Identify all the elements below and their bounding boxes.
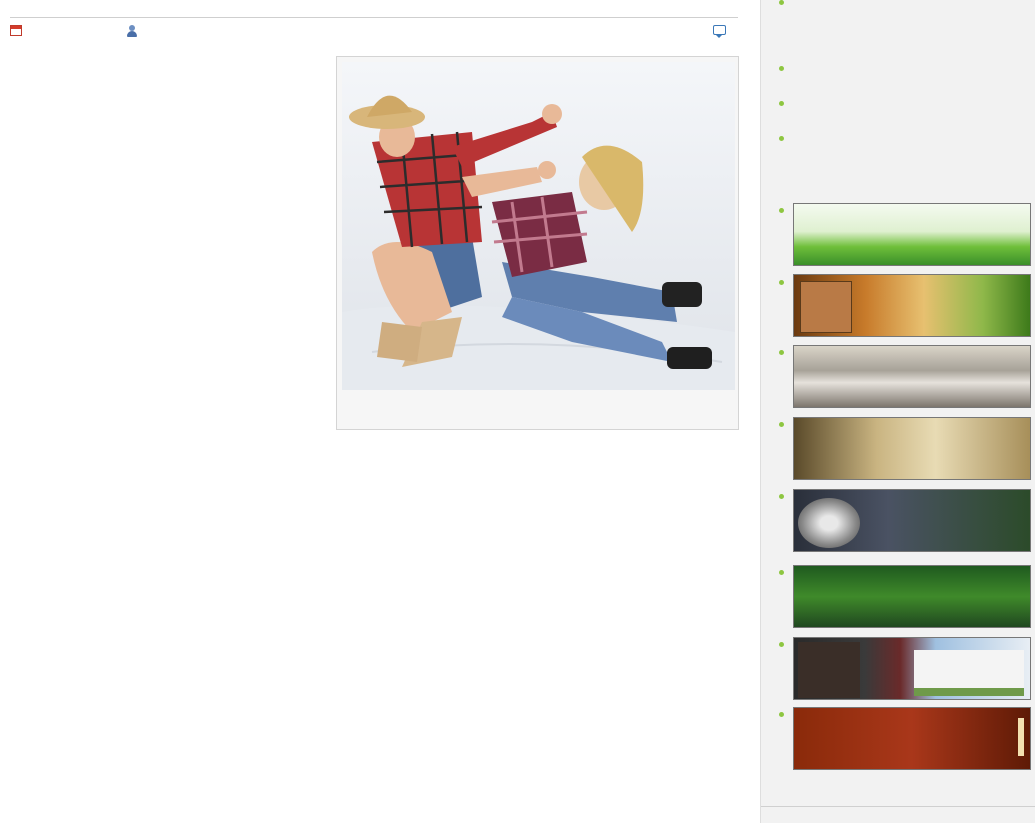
- banner-memory[interactable]: [793, 637, 1031, 700]
- comment-bubble-icon: [713, 25, 726, 35]
- calendar-icon: [10, 25, 22, 36]
- list-bullet: [779, 101, 784, 106]
- post-author: [126, 25, 144, 37]
- user-icon: [126, 25, 138, 37]
- list-bullet: [779, 350, 784, 355]
- list-bullet: [779, 0, 784, 5]
- list-bullet: [779, 208, 784, 213]
- list-bullet: [779, 642, 784, 647]
- banner-sphere-image: [798, 498, 860, 548]
- banner-no-hypocrisy[interactable]: [793, 274, 1031, 337]
- banner-face-image: [800, 281, 852, 333]
- list-bullet: [779, 422, 784, 427]
- post-photo[interactable]: [342, 62, 735, 390]
- banner-israel[interactable]: [793, 565, 1031, 628]
- figure-skating-photo: [342, 62, 735, 390]
- post-meta: [10, 23, 736, 41]
- list-bullet: [779, 66, 784, 71]
- list-bullet: [779, 136, 784, 141]
- banner-building-image: [914, 650, 1024, 696]
- banner-society[interactable]: [793, 345, 1031, 408]
- title-divider: [10, 17, 738, 18]
- comments-link-wrap[interactable]: [713, 25, 732, 35]
- list-bullet: [779, 280, 784, 285]
- post-figure: [336, 56, 739, 430]
- candle-icon: [1018, 718, 1024, 756]
- banner-gora[interactable]: [793, 417, 1031, 480]
- post-date: [10, 25, 28, 36]
- banner-territory-freedom[interactable]: [793, 203, 1031, 266]
- banner-science[interactable]: [793, 489, 1031, 552]
- post-article: [10, 0, 740, 823]
- sidebar-bottom-divider: [761, 806, 1035, 807]
- list-bullet: [779, 570, 784, 575]
- list-bullet: [779, 712, 784, 717]
- sidebar: [760, 0, 1035, 823]
- list-bullet: [779, 494, 784, 499]
- banner-stroka[interactable]: [793, 707, 1031, 770]
- banner-portrait-image: [798, 642, 860, 698]
